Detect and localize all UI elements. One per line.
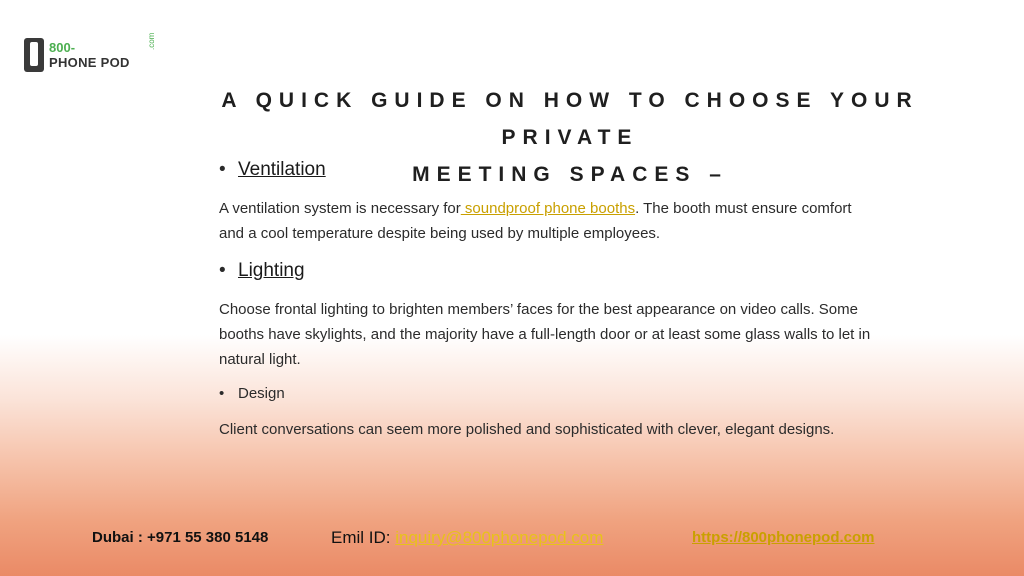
- footer-website: [692, 526, 875, 550]
- soundproof-booths-link[interactable]: soundproof phone booths: [460, 200, 636, 217]
- section-heading-design: [219, 384, 285, 404]
- bullet-icon: •: [219, 260, 226, 281]
- email-link[interactable]: inquiry@800phonepod.com: [395, 528, 604, 547]
- phone-pod-icon: [24, 38, 44, 72]
- logo-name: PHONE POD: [49, 55, 130, 70]
- lighting-paragraph: Choose frontal lighting to brighten members’ faces for the best appearance on video calls. Some booths have skylights, and the majority have a full-length door or at least some glass walls to let in natural light.: [219, 301, 871, 368]
- ventilation-link[interactable]: Ventilation: [238, 159, 326, 180]
- logo-suffix: .com: [147, 32, 156, 50]
- bullet-icon: •: [219, 385, 225, 402]
- design-paragraph: Client conversations can seem more polished and sophisticated with clever, elegant designs.: [219, 421, 835, 438]
- logo-number: 800-: [49, 40, 76, 55]
- section-heading-lighting: [219, 259, 305, 283]
- footer-phone: Dubai : +971 55 380 5148: [92, 529, 269, 546]
- section-heading-ventilation: [219, 158, 326, 182]
- bullet-icon: •: [219, 159, 226, 180]
- title-line-2: MEETING SPACES –: [412, 163, 728, 186]
- ventilation-paragraph: [219, 196, 879, 246]
- brand-logo[interactable]: [24, 32, 164, 74]
- ventilation-text-before: A ventilation system is necessary for: [219, 200, 461, 217]
- lighting-link[interactable]: Lighting: [238, 260, 305, 281]
- footer-email: [331, 526, 603, 550]
- title-line-1: A QUICK GUIDE ON HOW TO CHOOSE YOUR PRIVATE: [221, 89, 919, 149]
- ventilation-text-after: . The booth must ensure comfort and a cool temperature despite being used by multiple employees.: [219, 200, 852, 242]
- website-link[interactable]: https://800phonepod.com: [692, 529, 875, 546]
- design-heading: Design: [238, 385, 285, 402]
- email-label: Emil ID:: [331, 528, 396, 547]
